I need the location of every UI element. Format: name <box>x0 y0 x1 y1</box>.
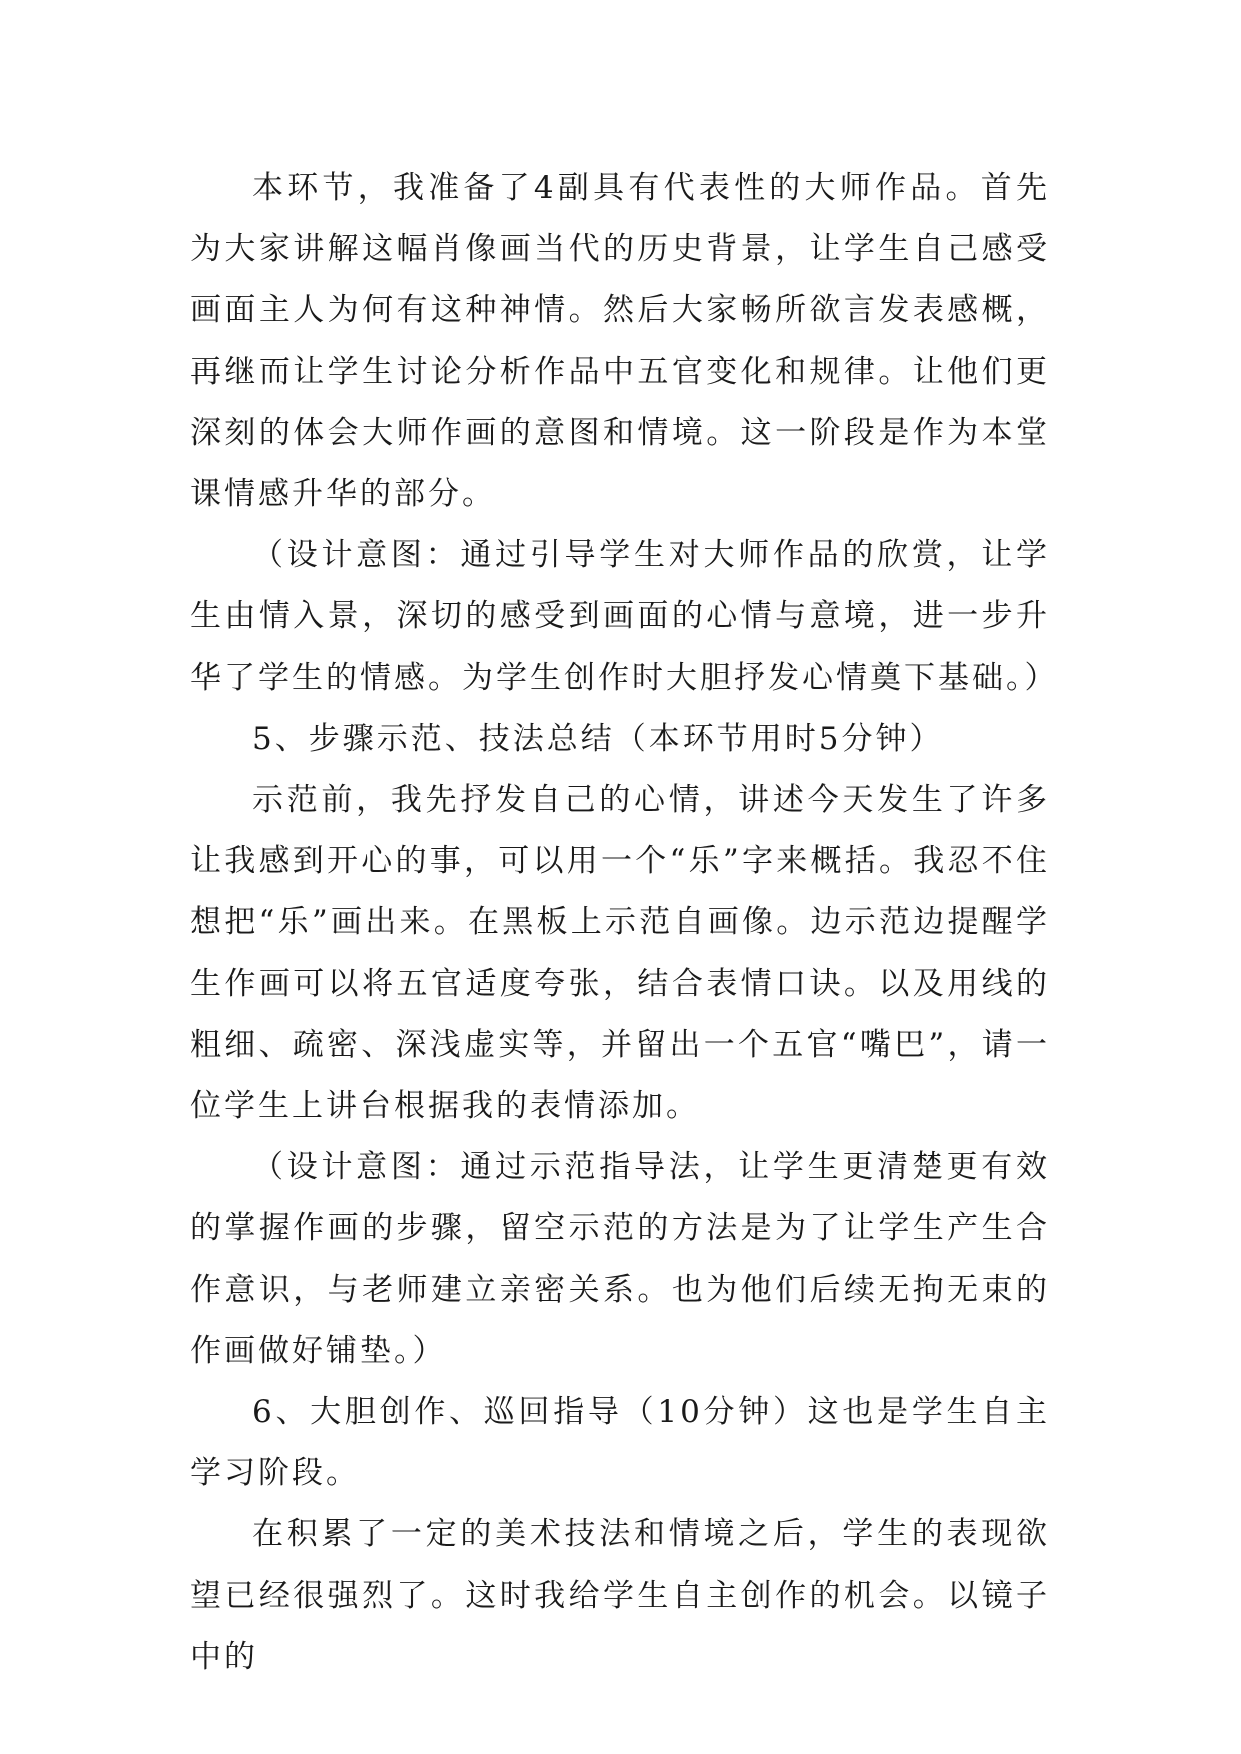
paragraph-step-5-heading: 5、步骤示范、技法总结（本环节用时5分钟） <box>252 720 944 757</box>
paragraph-intro: 本环节，我准备了4副具有代表性的大师作品。首先为大家讲解这幅肖像画当代的历史背景，让学生自己感受画面主人为何有这种神情。然后大家畅所欲言发表感概，再继而让学生讨论分析作品中五官变化和规律。让他们更深刻的体会大师作画的意图和情境。这一阶段是作为本堂课情感升华的部分。 <box>190 170 1050 513</box>
document-body <box>190 158 1059 1688</box>
paragraph-step-6-heading: 6、大胆创作、巡回指导（10分钟）这也是学生自主学习阶段。 <box>190 1394 1050 1492</box>
paragraph-creation: 在积累了一定的美术技法和情境之后，学生的表现欲望已经很强烈了。这时我给学生自主创作的机会。以镜子中的 <box>190 1516 1050 1675</box>
paragraph-design-intent-1: （设计意图：通过引导学生对大师作品的欣赏，让学生由情入景，深切的感受到画面的心情与意境，进一步升华了学生的情感。为学生创作时大胆抒发心情奠下基础。） <box>190 537 1059 696</box>
paragraph-demonstration: 示范前，我先抒发自己的心情，讲述今天发生了许多让我感到开心的事，可以用一个“乐”字来概括。我忍不住想把“乐”画出来。在黑板上示范自画像。边示范边提醒学生作画可以将五官适度夸张，结合表情口诀。以及用线的粗细、疏密、深浅虚实等，并留出一个五官“嘴巴”，请一位学生上讲台根据我的表情添加。 <box>190 782 1050 1125</box>
paragraph-design-intent-2: （设计意图：通过示范指导法，让学生更清楚更有效的掌握作画的步骤，留空示范的方法是为了让学生产生合作意识，与老师建立亲密关系。也为他们后续无拘无束的作画做好铺垫。） <box>190 1149 1050 1369</box>
